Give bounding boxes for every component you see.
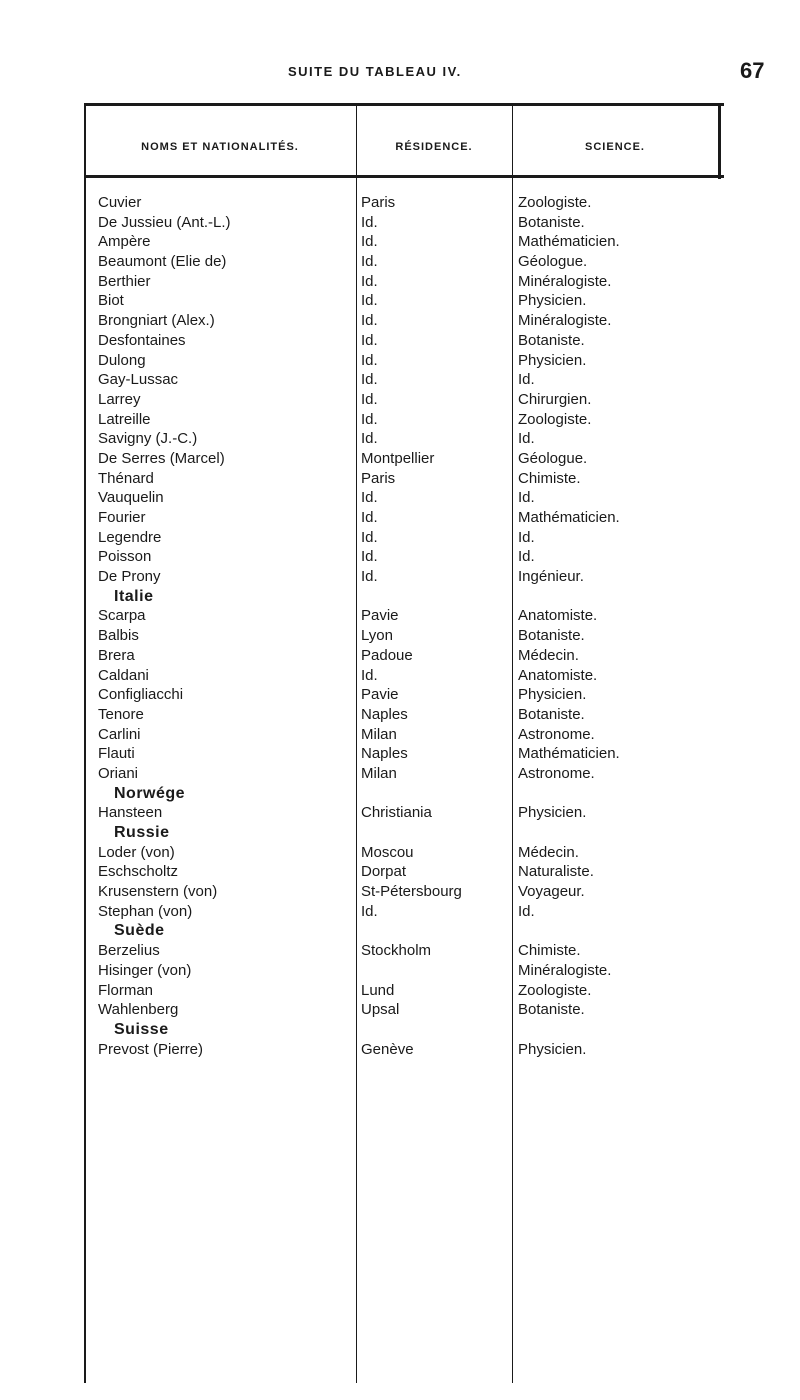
- cell-residence: Id.: [361, 390, 378, 408]
- cell-science: Zoologiste.: [518, 410, 592, 428]
- column-header-science: SCIENCE.: [585, 141, 645, 153]
- cell-residence: Stockholm: [361, 942, 432, 960]
- cell-science: Médecin.: [518, 646, 579, 664]
- cell-name: Oriani: [98, 764, 139, 782]
- cell-residence: Lund: [361, 981, 395, 999]
- cell-science: Physicien.: [518, 804, 587, 822]
- table-row: [84, 941, 724, 961]
- table-row: [84, 488, 724, 508]
- cell-science: Botaniste.: [518, 627, 585, 645]
- cell-science: Id.: [518, 430, 535, 448]
- table: [84, 103, 724, 1388]
- cell-science: Anatomiste.: [518, 666, 598, 684]
- table-row: [84, 429, 724, 449]
- cell-science: Mathématicien.: [518, 745, 620, 763]
- cell-science: Zoologiste.: [518, 194, 592, 211]
- cell-name: Hisinger (von): [98, 961, 192, 979]
- cell-residence: Id.: [361, 430, 378, 448]
- cell-science: Astronome.: [518, 764, 595, 782]
- cell-residence: Upsal: [361, 1001, 400, 1019]
- cell-residence: Id.: [361, 528, 378, 546]
- table-row: [84, 685, 724, 705]
- table-row: [84, 882, 724, 902]
- section-heading: Italie: [114, 587, 154, 605]
- cell-residence: Genève: [361, 1040, 414, 1058]
- cell-name: Biot: [98, 292, 124, 310]
- cell-residence: Moscou: [361, 843, 414, 861]
- table-row: [84, 213, 724, 233]
- table-row: [84, 725, 724, 745]
- cell-residence: Paris: [361, 194, 396, 211]
- cell-science: Naturaliste.: [518, 863, 594, 881]
- cell-residence: Id.: [361, 371, 378, 389]
- table-row: [84, 311, 724, 331]
- table-row: [84, 508, 724, 528]
- cell-science: Mathématicien.: [518, 233, 620, 251]
- cell-science: Astronome.: [518, 725, 595, 743]
- table-row: [84, 528, 724, 548]
- cell-science: Botaniste.: [518, 1001, 585, 1019]
- cell-name: Wahlenberg: [98, 1001, 179, 1019]
- cell-residence: Id.: [361, 272, 378, 290]
- cell-science: Physicien.: [518, 292, 587, 310]
- cell-science: Voyageur.: [518, 883, 585, 901]
- cell-science: Minéralogiste.: [518, 961, 612, 979]
- cell-name: Brongniart (Alex.): [98, 312, 215, 330]
- cell-residence: Padoue: [361, 646, 413, 664]
- cell-residence: Naples: [361, 745, 408, 763]
- cell-name: Beaumont (Elie de): [98, 253, 227, 271]
- table-row: [84, 410, 724, 430]
- cell-name: Carlini: [98, 725, 141, 743]
- cell-residence: Christiania: [361, 804, 432, 822]
- cell-name: Krusenstern (von): [98, 883, 218, 901]
- cell-residence: Pavie: [361, 686, 399, 704]
- cell-name: Ampère: [98, 233, 151, 251]
- table-row: [84, 705, 724, 725]
- cell-residence: St-Pétersbourg: [361, 883, 462, 901]
- cell-residence: Id.: [361, 410, 378, 428]
- cell-science: Id.: [518, 528, 535, 546]
- cell-science: Id.: [518, 489, 535, 507]
- table-row: [84, 843, 724, 863]
- cell-name: Thénard: [98, 469, 154, 487]
- table-row: [84, 646, 724, 666]
- table-row: [84, 193, 724, 213]
- cell-name: Berzelius: [98, 942, 160, 960]
- cell-name: Fourier: [98, 509, 146, 526]
- section-heading: Suisse: [114, 1020, 169, 1038]
- table-body: [84, 193, 724, 1059]
- cell-science: Minéralogiste.: [518, 312, 612, 330]
- cell-name: Cuvier: [98, 194, 142, 211]
- running-head: [0, 58, 800, 84]
- section-heading-row: [84, 1020, 724, 1040]
- table-row: [84, 291, 724, 311]
- cell-residence: Id.: [361, 213, 378, 231]
- cell-residence: Paris: [361, 469, 396, 487]
- table-row: [84, 272, 724, 292]
- cell-name: Dulong: [98, 351, 146, 369]
- cell-name: Stephan (von): [98, 902, 193, 920]
- section-heading-row: [84, 587, 724, 607]
- cell-residence: Id.: [361, 253, 378, 271]
- cell-science: Ingénieur.: [518, 568, 584, 586]
- cell-name: Loder (von): [98, 843, 175, 861]
- table-right-rule: [718, 103, 721, 179]
- table-row: [84, 606, 724, 626]
- cell-residence: Id.: [361, 351, 378, 369]
- cell-residence: Id.: [361, 233, 378, 251]
- cell-science: Chirurgien.: [518, 390, 592, 408]
- column-header-names: NOMS ET NATIONALITÉS.: [141, 141, 299, 153]
- cell-name: Savigny (J.-C.): [98, 430, 198, 448]
- cell-name: Hansteen: [98, 804, 163, 822]
- cell-science: Physicien.: [518, 686, 587, 704]
- cell-science: Chimiste.: [518, 469, 581, 487]
- cell-name: Latreille: [98, 410, 151, 428]
- cell-residence: Id.: [361, 666, 378, 684]
- cell-residence: Id.: [361, 548, 378, 566]
- cell-residence: Id.: [361, 902, 378, 920]
- table-row: [84, 803, 724, 823]
- cell-residence: Id.: [361, 568, 378, 586]
- table-row: [84, 232, 724, 252]
- table-row: [84, 764, 724, 784]
- cell-science: Chimiste.: [518, 942, 581, 960]
- table-row: [84, 469, 724, 489]
- cell-science: Physicien.: [518, 1040, 587, 1058]
- cell-name: Larrey: [98, 390, 141, 408]
- header-bottom-rule: [84, 175, 724, 178]
- cell-residence: Pavie: [361, 607, 399, 625]
- cell-name: Legendre: [98, 528, 162, 546]
- cell-name: Brera: [98, 646, 135, 664]
- cell-residence: Montpellier: [361, 449, 435, 467]
- cell-name: Caldani: [98, 666, 149, 684]
- cell-residence: Milan: [361, 725, 397, 743]
- section-heading: Norwége: [114, 784, 186, 802]
- cell-science: Mathématicien.: [518, 509, 620, 526]
- cell-science: Botaniste.: [518, 705, 585, 723]
- table-row: [84, 331, 724, 351]
- cell-residence: Id.: [361, 312, 378, 330]
- table-row: [84, 252, 724, 272]
- table-row: [84, 351, 724, 371]
- cell-name: Configliacchi: [98, 686, 184, 704]
- cell-name: Florman: [98, 981, 154, 999]
- cell-science: Géologue.: [518, 449, 588, 467]
- cell-science: Botaniste.: [518, 331, 585, 349]
- table-row: [84, 390, 724, 410]
- table-row: [84, 1000, 724, 1020]
- cell-name: Poisson: [98, 548, 152, 566]
- section-heading: Russie: [114, 824, 170, 841]
- cell-science: Médecin.: [518, 843, 579, 861]
- cell-science: Zoologiste.: [518, 981, 592, 999]
- cell-name: Berthier: [98, 272, 151, 290]
- cell-name: De Jussieu (Ant.-L.): [98, 213, 231, 231]
- cell-name: Vauquelin: [98, 489, 164, 507]
- cell-residence: Id.: [361, 509, 378, 526]
- cell-name: Eschscholtz: [98, 863, 179, 881]
- page-number: 67: [740, 58, 765, 83]
- cell-name: De Serres (Marcel): [98, 449, 225, 467]
- cell-science: Physicien.: [518, 351, 587, 369]
- section-heading-row: [84, 823, 724, 843]
- running-title: SUITE DU TABLEAU IV.: [288, 64, 462, 79]
- cell-science: Minéralogiste.: [518, 272, 612, 290]
- cell-name: Tenore: [98, 705, 144, 723]
- cell-science: Botaniste.: [518, 213, 585, 231]
- cell-science: Id.: [518, 548, 535, 566]
- table-row: [84, 449, 724, 469]
- table-row: [84, 744, 724, 764]
- table-row: [84, 1040, 724, 1060]
- table-row: [84, 961, 724, 981]
- cell-residence: Id.: [361, 331, 378, 349]
- table-row: [84, 547, 724, 567]
- cell-name: Flauti: [98, 745, 135, 763]
- cell-residence: Milan: [361, 764, 397, 782]
- cell-name: Desfontaines: [98, 331, 186, 349]
- column-header-residence: RÉSIDENCE.: [395, 141, 473, 153]
- table-row: [84, 902, 724, 922]
- cell-science: Id.: [518, 371, 535, 389]
- cell-name: Prevost (Pierre): [98, 1040, 204, 1058]
- cell-name: Gay-Lussac: [98, 371, 179, 389]
- cell-residence: Id.: [361, 292, 378, 310]
- cell-name: Scarpa: [98, 607, 146, 625]
- section-heading-row: [84, 784, 724, 804]
- section-heading: Suède: [114, 922, 165, 940]
- table-row: [84, 862, 724, 882]
- cell-residence: Lyon: [361, 627, 393, 645]
- cell-science: Id.: [518, 902, 535, 920]
- section-heading-row: [84, 921, 724, 941]
- table-row: [84, 981, 724, 1001]
- table-top-rule: [84, 103, 724, 106]
- cell-name: De Prony: [98, 568, 161, 586]
- table-row: [84, 370, 724, 390]
- cell-science: Anatomiste.: [518, 607, 598, 625]
- cell-residence: Naples: [361, 705, 408, 723]
- table-row: [84, 567, 724, 587]
- cell-name: Balbis: [98, 627, 139, 645]
- cell-residence: Dorpat: [361, 863, 407, 881]
- table-row: [84, 666, 724, 686]
- cell-residence: Id.: [361, 489, 378, 507]
- cell-science: Géologue.: [518, 253, 588, 271]
- table-row: [84, 626, 724, 646]
